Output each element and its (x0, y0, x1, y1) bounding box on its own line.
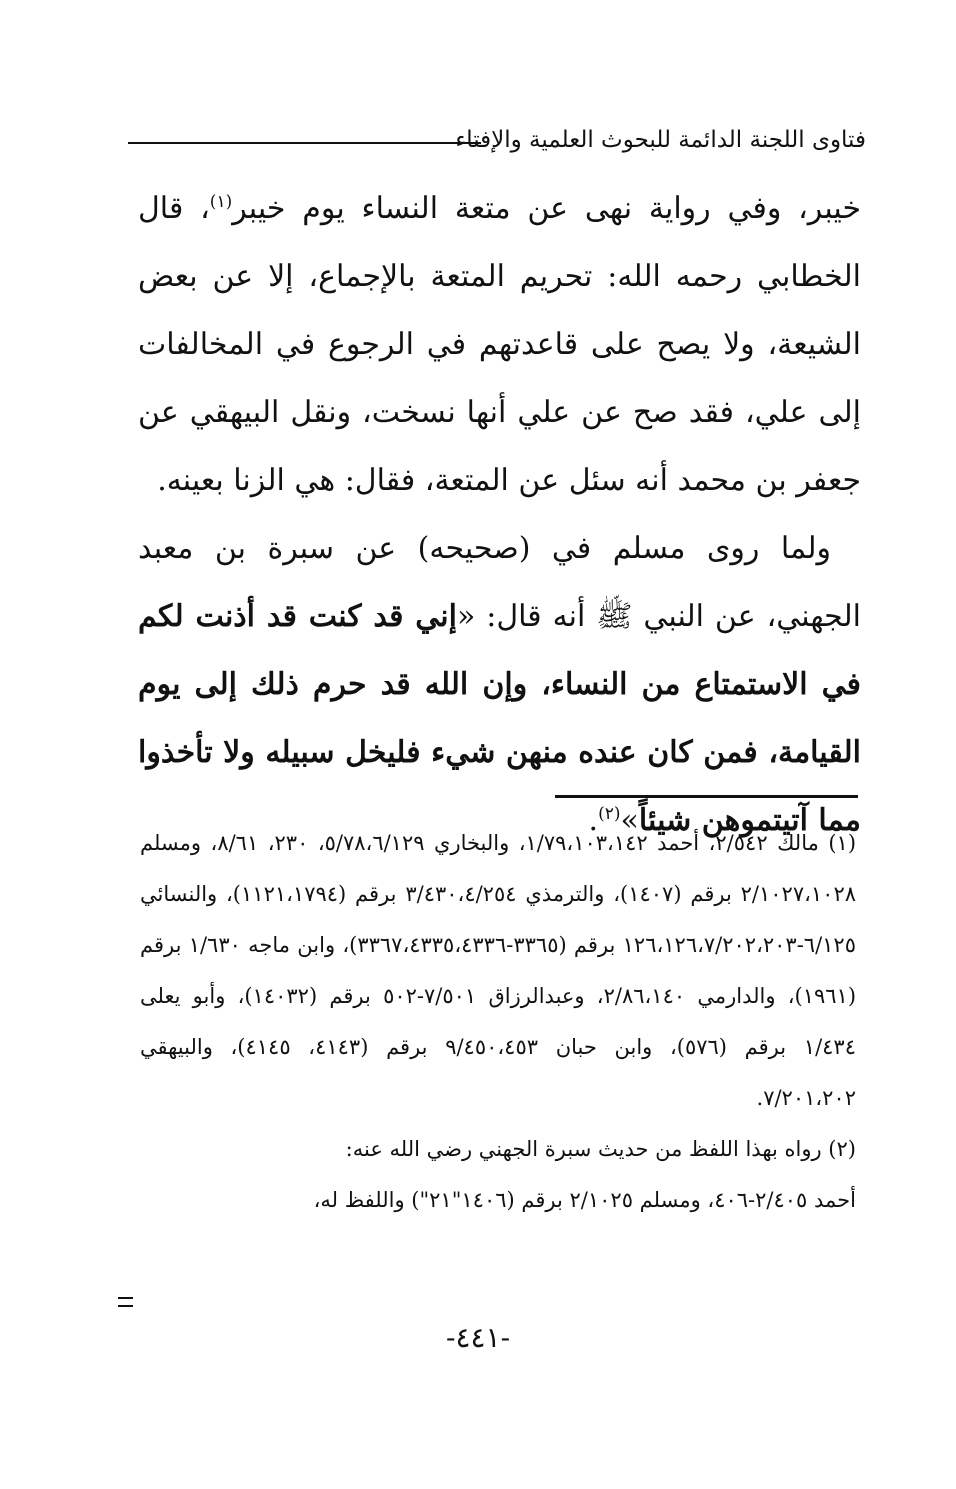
quote-close: » (620, 803, 639, 838)
footnote-ref-1: (١) (209, 192, 233, 212)
paragraph-2 (138, 515, 861, 855)
margin-mark (118, 1297, 133, 1307)
paragraph-1-text-a: خيبر، وفي رواية نهى عن متعة النساء يوم خيبر (232, 191, 862, 226)
footnotes (140, 818, 856, 1226)
page-number: -٤٤١- (445, 1321, 511, 1354)
footnote-2: (٢) رواه بهذا اللفظ من حديث سبرة الجهني رضي الله عنه: (345, 1137, 856, 1161)
main-text (138, 175, 861, 855)
paragraph-2-intro: ولما روى مسلم في (صحيحه) عن سبرة بن معبد الجهني، عن النبي ﷺ أنه قال: « (138, 531, 861, 634)
header-title: فتاوى اللجنة الدائمة للبحوث العلمية والإفتاء (455, 127, 866, 153)
footnote-2-continued: أحمد ٢/٤٠٥-٤٠٦، ومسلم ٢/١٠٢٥ برقم (١٤٠٦"٢١") واللفظ له، (313, 1188, 856, 1212)
header-rule (128, 142, 481, 144)
footnote-1: (١) مالك ٢/٥٤٢، أحمد ١/٧٩،١٠٣،١٤٢، والبخاري ٥/٧٨،٦/١٢٩، ٢٣٠، ٨/٦١، ومسلم ٢/١٠٢٧،١٠٢٨ برقم (١٤٠٧)، والترمذي ٣/٤٣٠،٤/٢٥٤ برقم (١١٢١،١٧٩٤)، والنسائي ٦/١٢٥-١٢٦،١٢٦،٧/٢٠٢،٢٠٣ برقم (٣٣٦٥-٣٣٦٧،٤٣٣٥،٤٣٣٦)، وابن ماجه ١/٦٣٠ برقم (١٩٦١)، والدارمي ٢/٨٦،١٤٠، وعبدالرزاق ٧/٥٠١-٥٠٢ برقم (١٤٠٣٢)، وأبو يعلى ١/٤٣٤ برقم (٥٧٦)، وابن حبان ٩/٤٥٠،٤٥٣ برقم (٤١٤٣، ٤١٤٥)، والبيهقي ٧/٢٠١،٢٠٢. (140, 831, 857, 1110)
paragraph-1 (138, 175, 861, 515)
paragraph-2-end: . (588, 803, 599, 838)
hadith-quote: إني قد كنت قد أذنت لكم في الاستمتاع من النساء، وإن الله قد حرم ذلك إلى يوم القيامة، فمن كان عنده منهن شيء فليخل سبيله ولا تأخذوا مما آتيتموهن شيئاً (138, 599, 861, 838)
footnote-ref-2: (٢) (598, 804, 621, 824)
footnote-separator (555, 795, 858, 798)
paragraph-1-text-b: ، قال الخطابي رحمه الله: تحريم المتعة بالإجماع، إلا عن بعض الشيعة، ولا يصح على قاعدتهم في الرجوع في المخالفات إلى علي، فقد صح عن علي أنها نسخت، ونقل البيهقي عن جعفر بن محمد أنه سئل عن المتعة، فقال: هي الزنا بعينه. (138, 191, 861, 498)
running-header (128, 120, 866, 160)
